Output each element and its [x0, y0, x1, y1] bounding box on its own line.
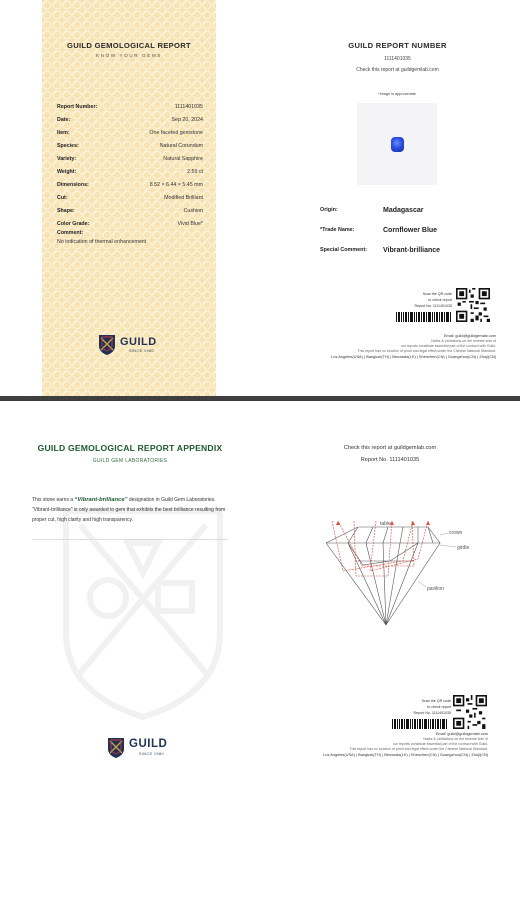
spec-value: Vibrant-brilliance: [383, 246, 441, 254]
field-row: [57, 217, 203, 230]
field-label: Shape:: [57, 207, 75, 214]
field-row: [57, 191, 203, 204]
qr-line: to check report: [427, 705, 451, 709]
field-row: [57, 139, 203, 152]
guild-crest-watermark-icon: [58, 503, 228, 723]
qr-line: Scan the QR code: [421, 699, 451, 703]
footer-note: our reports constitute essential part of the contract with Guild.: [392, 742, 488, 746]
label-table: table: [380, 521, 391, 527]
qr-code-icon[interactable]: [456, 288, 490, 322]
spec-label: Origin:: [320, 207, 338, 213]
field-row: [57, 165, 203, 178]
footer-locations: Los Angeles(USA) | Bangkok(TH) | Beruwala(LK) | Shenzhen(CN) | Guangzhou(CN) | Zhuji(CN): [323, 752, 488, 757]
field-row: [57, 126, 203, 139]
logo-since: SINCE 1980: [129, 349, 154, 353]
field-label: Date:: [57, 116, 71, 123]
footer-note: This report has no function of proof and legal effect under the Chinese National Standard.: [357, 349, 496, 353]
qr-caption: [396, 291, 452, 309]
spec-value: Cornflower Blue: [383, 226, 438, 234]
field-value: 2.59 ct: [187, 168, 203, 175]
field-value: Natural Sapphire: [163, 155, 203, 162]
report-appendix: [0, 401, 520, 899]
qr-line: Report No. 1111401035: [414, 304, 452, 308]
field-value: 1111401035: [174, 103, 203, 110]
report-footer: [285, 334, 496, 359]
logo-since: SINCE 1980: [139, 752, 164, 756]
check-report-link[interactable]: Check this report at guildgemlab.com: [343, 445, 437, 451]
gem-specs: [320, 200, 520, 260]
field-label: Color Grade:: [57, 220, 90, 227]
field-row: [57, 100, 203, 113]
field-label: Variety:: [57, 155, 77, 162]
report-fields: [57, 100, 203, 245]
comment-label: Comment:: [57, 230, 84, 236]
qr-code-icon[interactable]: [453, 695, 487, 729]
report-number-header: [290, 41, 505, 73]
spec-label: *Trade Name:: [320, 227, 355, 233]
appendix-text: This stone earns a: [32, 497, 75, 503]
qr-caption: [404, 698, 451, 716]
qr-line: Scan the QR code: [422, 292, 452, 296]
footer-note: Notes & Limitations on the reverse side of: [431, 339, 496, 343]
footer-note: This report has no function of proof and legal effect under the Chinese National Standard.: [349, 747, 488, 751]
field-label: Dimensions:: [57, 181, 89, 188]
field-row: [57, 113, 203, 126]
spec-row: [320, 240, 520, 260]
field-value: Natural Corundum: [159, 142, 203, 149]
field-value: Modified Brilliant: [164, 194, 203, 201]
field-row: [57, 152, 203, 165]
spec-row: [320, 200, 520, 220]
check-report-link[interactable]: Check this report at guildgemlab.com: [356, 67, 439, 73]
comment-value: No indication of thermal enhancement: [57, 239, 147, 245]
footer-locations: Los Angeles(USA) | Bangkok(TH) | Beruwala(LK) | Shenzhen(CN) | Guangzhou(CN) | Zhuji(CN): [331, 354, 496, 359]
logo-wordmark: GUILD: [129, 738, 168, 750]
guild-logo: [98, 332, 168, 358]
field-label: Weight:: [57, 168, 77, 175]
appendix-highlight: “Vibrant-brilliance”: [74, 497, 128, 503]
report-details-panel: [42, 0, 216, 396]
field-value: Cushion: [183, 207, 203, 214]
field-value: Vivid Blue*: [177, 220, 203, 227]
qr-line: to check report: [428, 298, 452, 302]
sapphire-image: [391, 137, 404, 152]
qr-line: Report No. 1111401035: [413, 711, 451, 715]
field-label: Report Number:: [57, 103, 98, 110]
footer-note: our reports constitute essential part of the contract with Guild.: [400, 344, 496, 348]
label-girdle: girdle: [457, 545, 470, 551]
report-number-value: 1111401035: [384, 56, 411, 62]
appendix-text: designation in Guild Gem Laboratories. “Vibrant-brilliance” is only awarded to gem that exhibits the best brilliance resulting from proper cut, high clarity and high transparency.: [32, 497, 226, 523]
report-front: [0, 0, 520, 396]
field-row: [57, 178, 203, 191]
appendix-report-number: Report No. 1111401035: [360, 457, 420, 463]
field-label: Species:: [57, 142, 79, 149]
footer-note: Notes & Limitations on the reverse side of: [423, 737, 488, 741]
gem-photo: [357, 103, 437, 185]
label-crown: crown: [449, 530, 463, 536]
logo-wordmark: GUILD: [120, 336, 157, 348]
appendix-divider: [32, 539, 228, 540]
field-value: One faceted gemstone: [149, 129, 203, 136]
barcode-icon: [392, 719, 448, 729]
spec-value: Madagascar: [383, 206, 424, 214]
appendix-subtitle: GUILD GEM LABORATORIES: [92, 458, 168, 464]
label-pavilion: pavilion: [427, 586, 444, 592]
guild-shield-icon: [107, 737, 125, 759]
field-value: 8.52 × 6.44 × 5.45 mm: [149, 181, 203, 188]
field-label: Cut:: [57, 194, 68, 201]
field-row: [57, 204, 203, 217]
report-tagline: KNOW YOUR GEMS: [96, 53, 162, 58]
appendix-footer: [280, 732, 488, 757]
appendix-title: GUILD GEMOLOGICAL REPORT APPENDIX: [37, 443, 223, 453]
report-title: GUILD GEMOLOGICAL REPORT: [67, 41, 191, 50]
field-label: Item:: [57, 129, 70, 136]
appendix-description: [32, 495, 232, 525]
report-number-title: GUILD REPORT NUMBER: [348, 41, 447, 50]
appendix-report-header: [300, 445, 480, 463]
field-value: Sep 20, 2024: [171, 116, 203, 123]
spec-label: Special Comment:: [320, 247, 368, 253]
barcode-icon: [396, 312, 452, 322]
footer-email[interactable]: Email: guild@guildgemlab.com: [435, 732, 488, 736]
spec-row: [320, 220, 520, 240]
guild-shield-icon: [98, 334, 116, 356]
image-approx-note: *Image is approximate: [378, 92, 416, 96]
guild-logo: [107, 735, 177, 761]
footer-email[interactable]: Email: guild@guildgemlab.com: [443, 334, 496, 338]
light-path-diagram: [318, 521, 478, 631]
